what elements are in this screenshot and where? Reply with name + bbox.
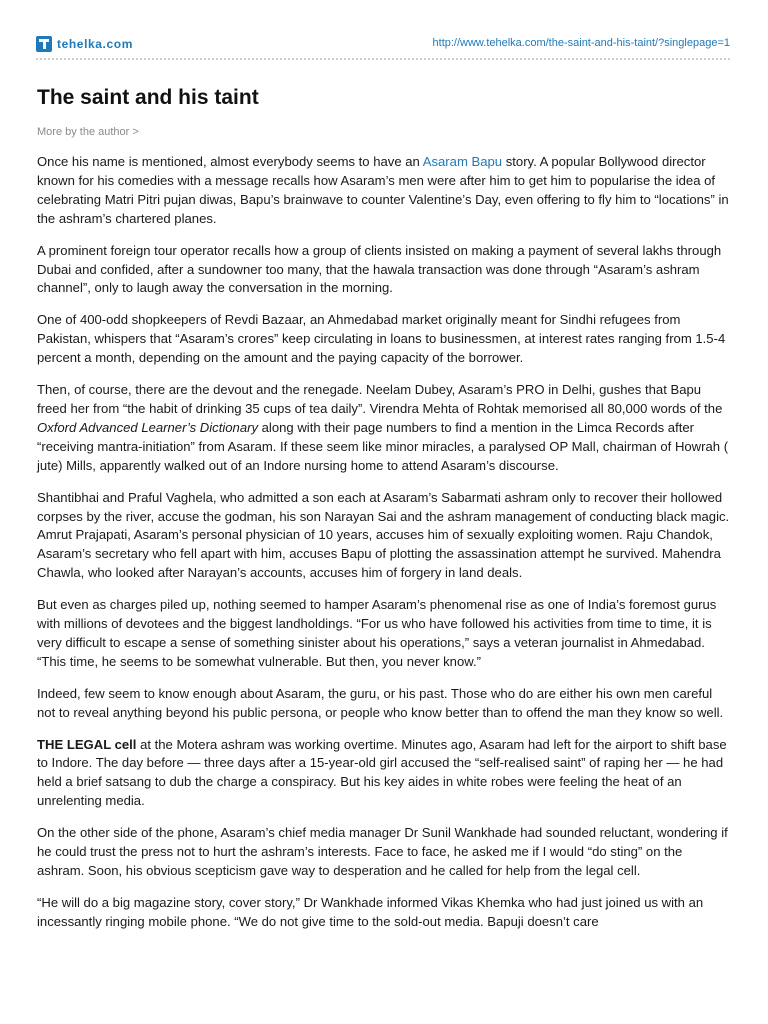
paragraph: “He will do a big magazine story, cover story,” Dr Wankhade informed Vikas Khemka who had just joined us with an incessantly ringing mobile phone. “We do not give time to the sold-out media. Bapuji doesn’t care: [37, 894, 704, 929]
article-title: The saint and his taint: [37, 86, 259, 109]
section-lead: THE LEGAL cell: [37, 736, 137, 752]
paragraph: But even as charges piled up, nothing seemed to hamper Asaram’s phenomenal rise as one of India’s foremost gurus with millions of devotees and the biggest landholdings. “For us who have followed his activities from time to time, it is very difficult to escape a sense of something sinister about his operations,” says a veteran journalist in Ahmedabad. “This time, he seems to be somewhat vulnerable. But then, you never know.”: [37, 597, 717, 669]
paragraph: Then, of course, there are the devout and the renegade. Neelam Dubey, Asaram’s PRO in Delhi, gushes that Bapu freed her from “the habit of drinking 35 cups of tea daily”. Virendra Mehta of Rohtak memorised all 80,000 words of the Oxford Advanced Learner’s Dictionary along with their page numbers to find a mention in the Limca Records after “receiving mantra-initiation” from Asaram. If these seem like minor miracles, a paralysed OP Mall, chairman of Howrah ( jute) Mills, apparently walked out of an Indore nursing home to attend Asaram’s discourse.: [37, 382, 729, 473]
asaram-bapu-link[interactable]: Asaram Bapu: [422, 154, 503, 169]
paragraph: One of 400-odd shopkeepers of Revdi Bazaar, an Ahmedabad market originally meant for Sindhi refugees from Pakistan, whispers that “Asaram’s crores” keep circulating in loans to businessmen, at interest rates ranging from 1.5-4 percent a month, depending on the amount and the paying capacity of the borrower.: [37, 312, 726, 366]
paragraph: Once his name is mentioned, almost everybody seems to have an Asaram Bapu story. A popular Bollywood director known for his comedies with a message recalls how Asaram’s men were after him to get him to popularise the idea of celebrating Matri Pitri pujan diwas, Bapu’s brainwave to counter Valentine’s Day, even offering to fly him to “locations” in the ashram’s chartered planes.: [37, 154, 729, 226]
more-by-author-link[interactable]: More by the author >: [37, 126, 139, 138]
paragraph: Indeed, few seem to know enough about Asaram, the guru, or his past. Those who do are either his own men careful not to reveal anything beyond his public persona, or people who know better than to offend the man they know so well.: [37, 685, 724, 720]
dictionary-title: Oxford Advanced Learner’s Dictionary: [37, 419, 259, 435]
page-header: [36, 34, 730, 54]
tehelka-logo-icon: [36, 36, 52, 52]
tehelka-logo[interactable]: [36, 36, 133, 52]
site-name: tehelka.com: [57, 37, 133, 51]
source-url-link[interactable]: http://www.tehelka.com/the-saint-and-his-taint/?singlepage=1: [432, 37, 730, 49]
paragraph: On the other side of the phone, Asaram’s chief media manager Dr Sunil Wankhade had sounded reluctant, wondering if he could trust the press not to hurt the ashram’s interests. Face to face, he asked me if I would “do sting” on the ashram. Soon, his obvious scepticism gave way to desperation and he called for help from the legal cell.: [37, 825, 728, 878]
article-body: [37, 153, 733, 945]
paragraph: THE LEGAL cell at the Motera ashram was working overtime. Minutes ago, Asaram had left for the airport to shift base to Indore. The day before — three days after a 15-year-old girl accused the “self-realised saint” of raping her — he had held a brief satsang to dub the charge a conspiracy. But his key aides in white robes were feeling the heat of an unrelenting media.: [37, 736, 727, 809]
paragraph: Shantibhai and Praful Vaghela, who admitted a son each at Asaram’s Sabarmati ashram only to recover their hollowed corpses by the river, accuse the godman, his son Narayan Sai and the ashram management of conducting black magic. Amrut Prajapati, Asaram’s personal physician of 10 years, accuses him of sexually exploiting women. Raju Chandok, Asaram’s secretary who fell apart with him, accuses Bapu of plotting the assassination attempt he survived. Mahendra Chawla, who looked after Narayan’s accounts, accuses him of forgery in land deals.: [37, 489, 730, 581]
paragraph: A prominent foreign tour operator recalls how a group of clients insisted on making a payment of several lakhs through Dubai and confided, after a sundowner too many, that the hawala transaction was done through “Asaram’s ashram channel”, only to laugh away the conversation in the morning.: [37, 242, 722, 296]
header-divider: [36, 58, 730, 60]
